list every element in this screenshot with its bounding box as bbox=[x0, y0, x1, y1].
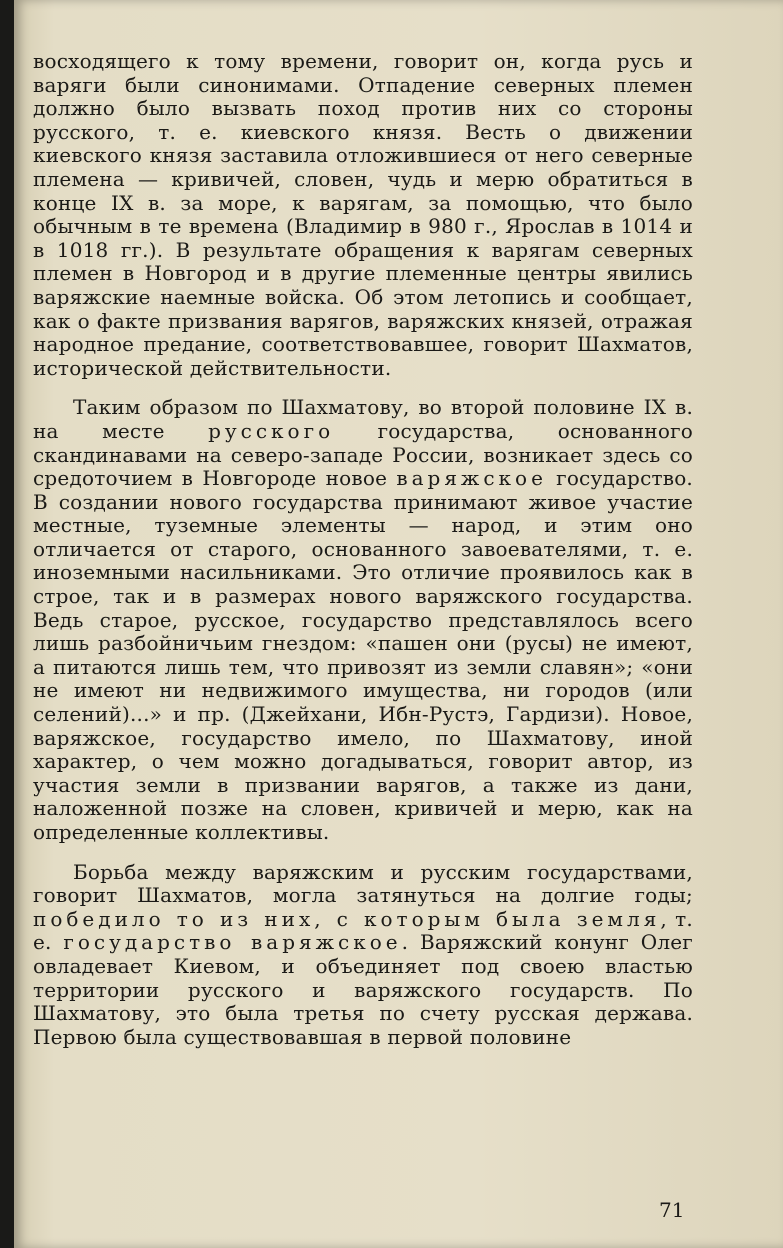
spaced-phrase-pobedilo: победило то из них, с которым была земля bbox=[33, 906, 661, 931]
page-number: 71 bbox=[659, 1198, 685, 1222]
paragraph-2-segment: государства, основанного скандинавами на северо-западе России, возникает здесь со средоточием в Новгороде новое bbox=[33, 418, 693, 491]
paragraph-3-segment: . Варяжский конунг Олег овладевает Киевом, и объединяет под своею властью территории русского и варяжского государств. По Шахматову, это была третья по счету русская держава. Первою была существовавшая в первой половине bbox=[33, 930, 693, 1049]
paragraph-2-segment: государство. В создании нового государства принимают живое участие местные, туземные элементы — народ, и этим оно отличается от старого, основанного завоевателями, т. е. иноземными насильниками. Это отличие проявилось как в строе, так и в размерах нового варяжского государства. Ведь старое, русское, государство представлялось всего лишь разбойничьим гнездом: «пашен они (русы) не имеют, а питаются лишь тем, что привозят из земли славян»; «они не имеют ни недвижимого имущества, ни городов (или селений)...» и пр. (Джейхани, Ибн-Рустэ, Гардизи). Новое, варяжское, государство имело, по Шахматову, иной характер, о чем можно догадываться, говорит автор, из участия земли в призвании варягов, а также из дани, наложенной позже на словен, кривичей и мерю, как на определенные коллективы. bbox=[33, 466, 693, 844]
page-body-text bbox=[33, 50, 693, 1049]
paragraph-3 bbox=[33, 861, 693, 1050]
spaced-phrase-gosudarstvo: государство варяжское bbox=[63, 930, 402, 955]
paragraph-1: восходящего к тому времени, говорит он, когда русь и варяги были синонимами. Отпадение северных племен должно было вызвать поход против них со стороны русского, т. е. киевского князя. Весть о движении киевского князя заставила отложившиеся от него северные племена — кривичей, словен, чудь и мерю обратиться в конце IX в. за море, к варягам, за помощью, что было обычным в те времена (Владимир в 980 г., Ярослав в 1014 и в 1018 гг.). В результате обращения к варягам северных племен в Новгород и в другие племенные центры явились варяжские наемные войска. Об этом летопись и сообщает, как о факте призвания варягов, варяжских князей, отражая народное предание, соответствовавшее, говорит Шахматов, исторической действительности. bbox=[33, 49, 693, 380]
book-page bbox=[14, 0, 783, 1248]
spaced-word-russkogo: русского bbox=[208, 418, 335, 443]
paragraph-3-segment: , т. е. bbox=[33, 906, 693, 955]
paragraph-2 bbox=[33, 396, 693, 844]
paragraph-2-segment: Таким образом по Шахматову, во второй половине IX в. на месте bbox=[33, 395, 693, 443]
paragraph-3-segment: Борьба между варяжским и русским государствами, говорит Шахматов, могла затянуться на долгие годы; bbox=[33, 859, 693, 908]
spaced-word-varyazhskoe: варяжское bbox=[396, 466, 547, 491]
